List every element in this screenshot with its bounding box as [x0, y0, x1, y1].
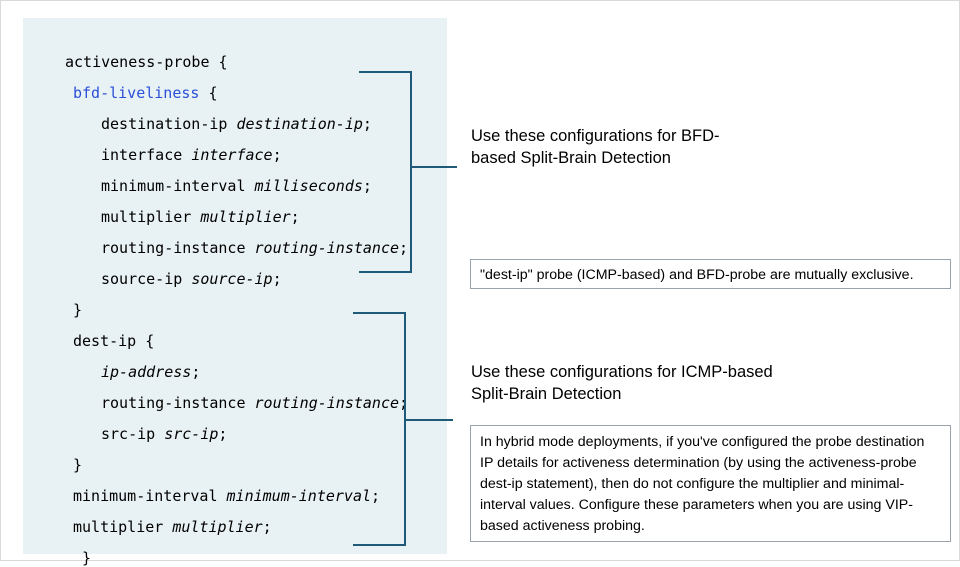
- code-line-4: minimum-interval milliseconds;: [101, 177, 372, 195]
- code-line-6: routing-instance routing-instance;: [101, 239, 409, 257]
- code-line-3: interface interface;: [101, 146, 282, 164]
- code-line-7: source-ip source-ip;: [101, 270, 282, 288]
- code-line-8: }: [73, 301, 83, 319]
- code-line-10: ip-address;: [101, 363, 201, 381]
- code-line-16: }: [73, 549, 92, 567]
- code-line-13: }: [73, 456, 83, 474]
- code-line-1: bfd-liveliness {: [73, 84, 218, 102]
- mutually-exclusive-callout: "dest-ip" probe (ICMP-based) and BFD-probe are mutually exclusive.: [470, 259, 951, 289]
- code-line-11: routing-instance routing-instance;: [101, 394, 409, 412]
- code-line-12: src-ip src-ip;: [101, 425, 228, 443]
- code-line-5: multiplier multiplier;: [101, 208, 300, 226]
- code-line-15: multiplier multiplier;: [73, 518, 272, 536]
- code-line-0: activeness-probe {: [65, 53, 228, 71]
- code-line-2: destination-ip destination-ip;: [101, 115, 372, 133]
- code-line-9: dest-ip {: [73, 332, 155, 350]
- config-code-panel: [23, 18, 447, 567]
- code-line-14: minimum-interval minimum-interval;: [73, 487, 381, 505]
- bfd-annotation-label: Use these configurations for BFD-based Split-Brain Detection: [471, 127, 720, 167]
- hybrid-mode-callout: In hybrid mode deployments, if you've configured the probe destination IP details for activeness determination (by using the activeness-probe dest-ip statement), then do not configure the multiplier and minimal-interval values. Configure these parameters when you are using VIP-based activeness probing.: [470, 425, 951, 542]
- icmp-annotation-label: Use these configurations for ICMP-based Split-Brain Detection: [471, 363, 773, 403]
